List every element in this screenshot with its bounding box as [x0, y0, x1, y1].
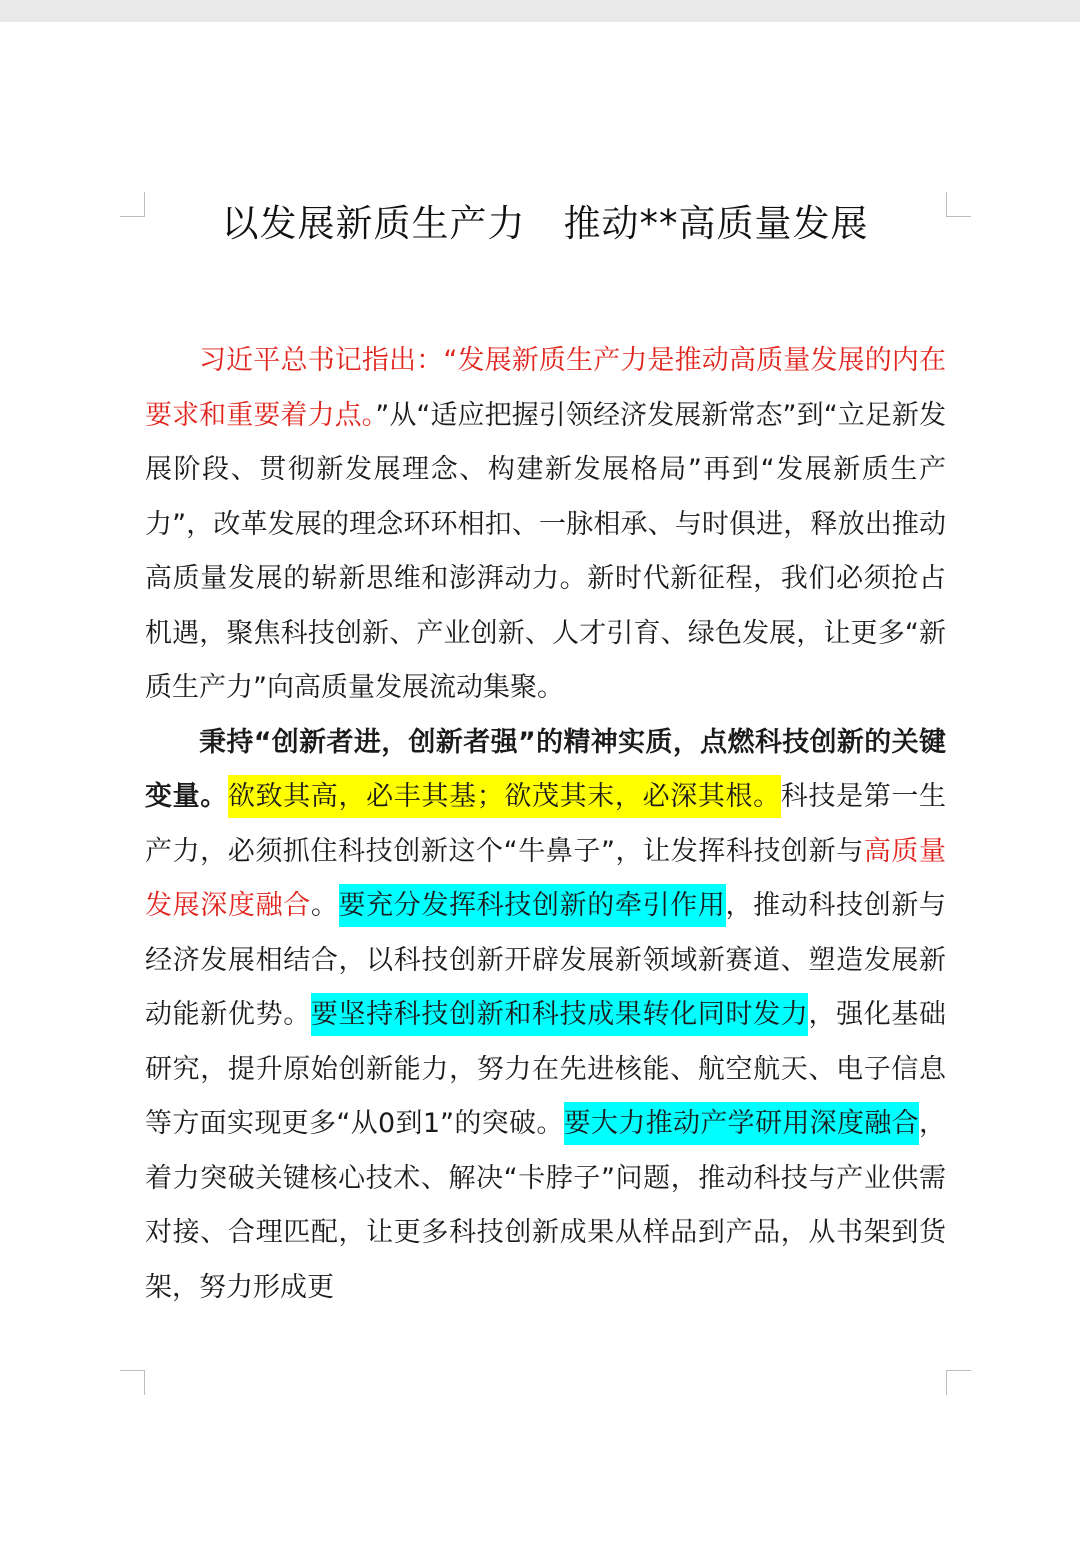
red-phrase: 高质量发展深度融合	[145, 835, 947, 921]
margin-corner-mark-top-left	[120, 192, 145, 217]
paragraph-1	[145, 334, 946, 716]
highlight-cyan-text-3: 要大力推动产学研用深度融合	[564, 1102, 919, 1145]
document-title: 以发展新质生产力 推动**高质量发展	[221, 202, 869, 245]
paragraph-2	[145, 716, 946, 1316]
quote-lead-red: 习近平总书记指出：“发展新质生产力是推动高质量发展的内在要求和重要着力点。	[145, 345, 946, 431]
paragraph-2-text-1: 科技是第一生产力，必须抓住科技创新这个“牛鼻子”，让发挥科技创新与	[145, 781, 947, 867]
margin-corner-mark-top-right	[946, 192, 971, 217]
highlight-yellow-text: 欲致其高，必丰其基；欲茂其末，必深其根。	[228, 775, 781, 818]
paragraph-1-text: ”从“适应把握引领经济发展新常态”到“立足新发展阶段、贯彻新发展理念、构建新发展格局”再到“发展新质生产力”，改革发展的理念环环相扣、一脉相承、与时俱进，释放出推动高质量发展的崭新思维和澎湃动力。新时代新征程，我们必须抢占机遇，聚焦科技创新、产业创新、人才引育、绿色发展，让更多“新质生产力”向高质量发展流动集聚。	[145, 399, 947, 703]
paragraph-2-text-3: ，推动科技创新与经济发展相结合，以科技创新开辟发展新领域新赛道、塑造发展新动能新优势。	[145, 890, 947, 1030]
highlight-cyan-text-1: 要充分发挥科技创新的牵引作用	[339, 884, 726, 927]
paragraph-2-text-2: 。	[310, 890, 339, 921]
highlight-cyan-text-2: 要坚持科技创新和科技成果转化同时发力	[311, 993, 809, 1036]
margin-corner-mark-bottom-right	[946, 1370, 971, 1395]
paragraph-2-text-4: ，强化基础研究，提升原始创新能力，努力在先进核能、航空航天、电子信息等方面实现更多“从0到1”的突破。	[145, 999, 947, 1139]
margin-corner-mark-bottom-left	[120, 1370, 145, 1395]
paragraph-2-text-5: ，着力突破关键核心技术、解决“卡脖子”问题，推动科技与产业供需对接、合理匹配，让更多科技创新成果从样品到产品，从书架到货架，努力形成更	[145, 1108, 947, 1303]
document-body	[145, 334, 946, 1315]
section-heading-bold: 秉持“创新者进，创新者强”的精神实质，点燃科技创新的关键变量。	[145, 726, 946, 812]
viewer-top-bar	[0, 0, 1080, 22]
